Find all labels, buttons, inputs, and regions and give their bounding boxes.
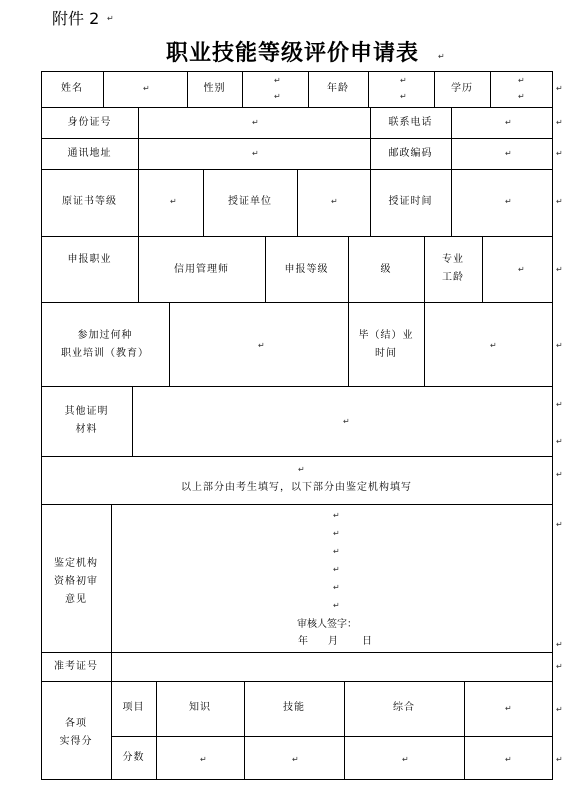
attachment-label: 附件 2 bbox=[52, 9, 100, 28]
return-mark-icon: ↵ bbox=[518, 76, 525, 85]
return-mark-icon: ↵ bbox=[143, 84, 150, 93]
level-suffix: 级 bbox=[380, 264, 392, 275]
label-issue-time: 授证时间 bbox=[388, 196, 433, 207]
label-address: 通讯地址 bbox=[67, 148, 112, 159]
return-mark-icon: ↵ bbox=[518, 265, 525, 274]
occupation-value: 信用管理师 bbox=[174, 264, 229, 275]
return-mark-icon: ↵ bbox=[556, 197, 563, 206]
return-mark-icon: ↵ bbox=[331, 197, 338, 206]
return-mark-icon: ↵ bbox=[556, 705, 563, 714]
return-mark-icon: ↵ bbox=[556, 520, 563, 529]
return-mark-icon: ↵ bbox=[556, 755, 563, 764]
return-mark-icon: ↵ bbox=[170, 197, 177, 206]
label-name: 姓名 bbox=[61, 83, 83, 94]
label-grad-time-2: 时间 bbox=[375, 348, 397, 359]
label-review-2: 资格初审 bbox=[54, 576, 98, 587]
label-cert-level: 原证书等级 bbox=[62, 196, 117, 207]
label-id-number: 身份证号 bbox=[67, 117, 112, 128]
return-mark-icon: ↵ bbox=[490, 341, 497, 350]
return-mark-icon: ↵ bbox=[298, 465, 305, 474]
return-mark-icon: ↵ bbox=[402, 755, 409, 764]
return-mark-icon: ↵ bbox=[556, 341, 563, 350]
date-day: 日 bbox=[362, 636, 372, 647]
label-work-years-2: 工龄 bbox=[442, 272, 464, 283]
label-review-1: 鉴定机构 bbox=[54, 558, 98, 569]
return-mark-icon: ↵ bbox=[274, 76, 281, 85]
label-age: 年龄 bbox=[327, 83, 349, 94]
label-skill: 技能 bbox=[283, 702, 305, 713]
label-postcode: 邮政编码 bbox=[388, 148, 433, 159]
label-apply-level: 申报等级 bbox=[284, 264, 329, 275]
label-issuer: 授证单位 bbox=[228, 196, 272, 207]
return-mark-icon: ↵ bbox=[556, 470, 563, 479]
label-other-docs-1: 其他证明 bbox=[64, 406, 109, 417]
label-scores-2: 实得分 bbox=[59, 736, 93, 747]
return-mark-icon: ↵ bbox=[518, 92, 525, 101]
label-score: 分数 bbox=[122, 752, 145, 763]
return-mark-icon: ↵ bbox=[343, 417, 350, 426]
label-review-3: 意见 bbox=[65, 594, 87, 605]
return-mark-icon: ↵ bbox=[438, 52, 445, 61]
label-phone: 联系电话 bbox=[388, 117, 433, 128]
label-training-1: 参加过何种 bbox=[77, 330, 133, 341]
return-mark-icon: ↵ bbox=[556, 149, 563, 158]
label-occupation: 申报职业 bbox=[67, 254, 112, 265]
return-mark-icon: ↵ bbox=[200, 755, 207, 764]
signature-label: 审核人签字： bbox=[297, 619, 357, 630]
label-education: 学历 bbox=[451, 83, 473, 94]
return-mark-icon: ↵ bbox=[274, 92, 281, 101]
form-title: 职业技能等级评价申请表 bbox=[165, 41, 419, 66]
return-mark-icon: ↵ bbox=[252, 149, 259, 158]
return-mark-icon: ↵ bbox=[556, 84, 563, 93]
label-knowledge: 知识 bbox=[189, 702, 211, 713]
label-other-docs-2: 材料 bbox=[75, 424, 98, 435]
return-mark-icon: ↵ bbox=[292, 755, 299, 764]
label-ticket-number: 准考证号 bbox=[54, 661, 98, 672]
label-training-2: 职业培训（教育） bbox=[61, 348, 149, 359]
return-mark-icon: ↵ bbox=[505, 149, 512, 158]
date-month: 月 bbox=[328, 636, 338, 647]
label-work-years-1: 专业 bbox=[442, 254, 464, 265]
section-note: 以上部分由考生填写，以下部分由鉴定机构填写 bbox=[181, 482, 412, 493]
return-mark-icon: ↵ bbox=[556, 662, 563, 671]
label-overall: 综合 bbox=[393, 702, 415, 713]
return-mark-icon: ↵ bbox=[400, 92, 407, 101]
return-mark-icon: ↵ bbox=[333, 583, 340, 592]
return-mark-icon: ↵ bbox=[400, 76, 407, 85]
return-mark-icon: ↵ bbox=[252, 118, 259, 127]
label-gender: 性别 bbox=[203, 83, 226, 94]
label-item: 项目 bbox=[122, 702, 145, 713]
return-mark-icon: ↵ bbox=[556, 118, 563, 127]
return-mark-icon: ↵ bbox=[556, 640, 563, 649]
return-mark-icon: ↵ bbox=[333, 565, 340, 574]
return-mark-icon: ↵ bbox=[333, 529, 340, 538]
date-year: 年 bbox=[298, 636, 308, 647]
return-mark-icon: ↵ bbox=[333, 601, 340, 610]
label-grad-time-1: 毕（结）业 bbox=[358, 330, 414, 341]
return-mark-icon: ↵ bbox=[505, 197, 512, 206]
return-mark-icon: ↵ bbox=[556, 265, 563, 274]
return-mark-icon: ↵ bbox=[556, 437, 563, 446]
return-mark-icon: ↵ bbox=[333, 511, 340, 520]
return-mark-icon: ↵ bbox=[505, 704, 512, 713]
return-mark-icon: ↵ bbox=[258, 341, 265, 350]
return-mark-icon: ↵ bbox=[556, 400, 563, 409]
return-mark-icon: ↵ bbox=[505, 755, 512, 764]
return-mark-icon: ↵ bbox=[505, 118, 512, 127]
label-scores-1: 各项 bbox=[65, 718, 87, 729]
return-mark-icon: ↵ bbox=[333, 547, 340, 556]
return-mark-icon: ↵ bbox=[107, 14, 114, 23]
